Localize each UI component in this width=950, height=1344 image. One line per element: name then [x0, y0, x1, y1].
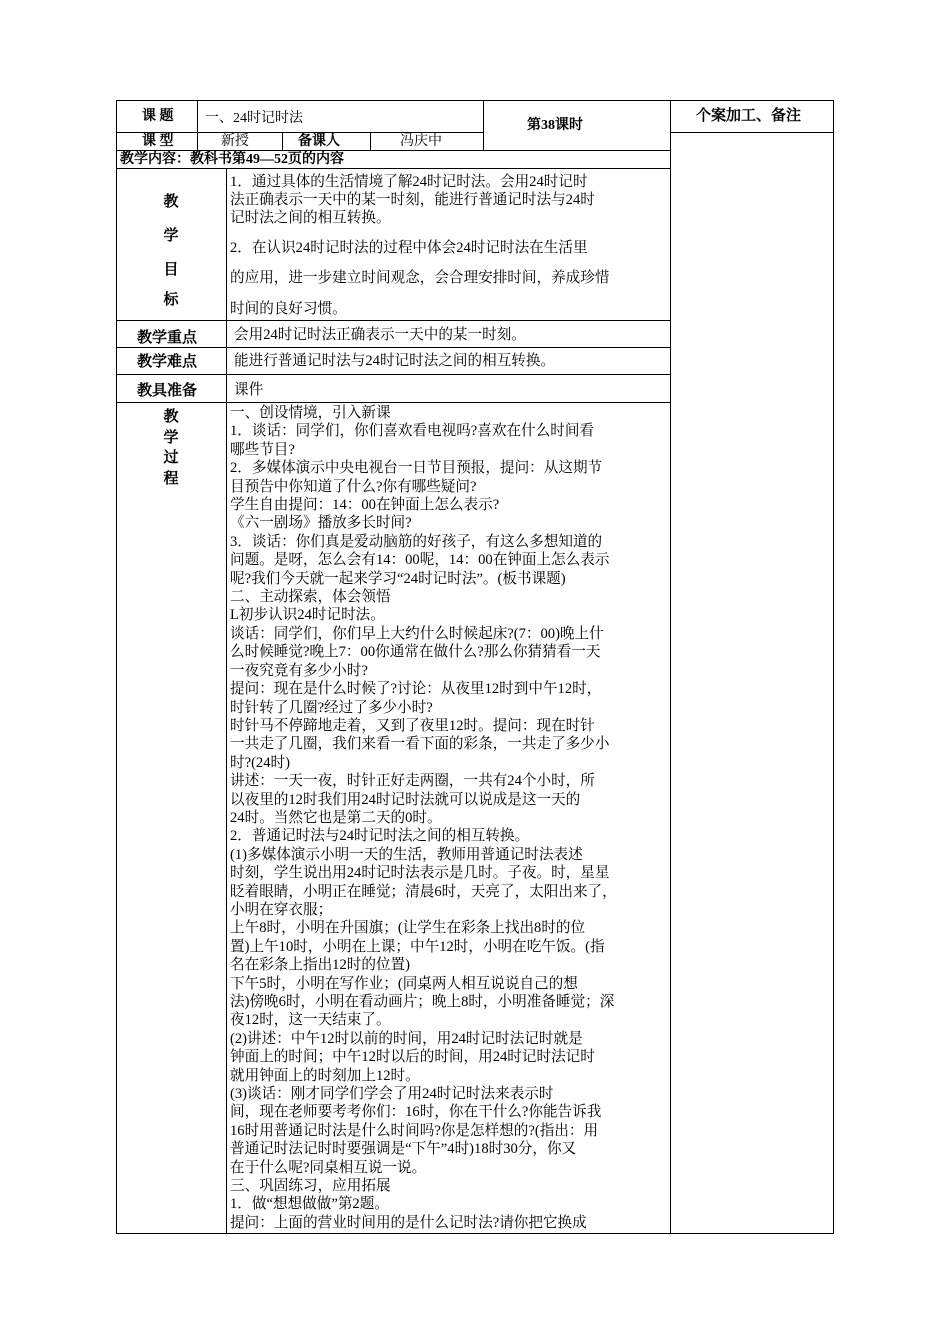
- process-line: 《六一剧场》播放多长时间?: [230, 515, 412, 532]
- process-line: 时针马不停蹄地走着，又到了夜里12时。提问：现在时针: [230, 717, 595, 734]
- preparer-value: 冯庆中: [400, 134, 442, 149]
- process-line: 一、创设情境，引入新课: [230, 405, 391, 421]
- process-line: 1．做“想想做做”第2题。: [230, 1196, 389, 1213]
- teaching-content: 教学内容：教科书第49—52页的内容: [120, 152, 344, 167]
- process-line: 三、巩固练习，应用拓展: [230, 1178, 391, 1195]
- process-line: 提问：现在是什么时候了?讨论：从夜里12时到中午12时，: [230, 681, 602, 698]
- process-line: 上午8时，小明在升国旗；(让学生在彩条上找出8时的位: [230, 920, 586, 937]
- lesson-number: 第38课时: [527, 118, 583, 133]
- process-text: [230, 404, 670, 1232]
- process-line: 2．多媒体演示中央电视台一日节目预报，提问：从这期节: [230, 460, 603, 477]
- process-line: 钟面上的时间；中午12时以后的时间，用24时记时法记时: [230, 1049, 595, 1066]
- tools-value: 课件: [234, 382, 264, 398]
- process-line: 置)上午10时，小明在上课；中午12时，小明在吃午饭。(指: [230, 938, 605, 955]
- process-line: 提问：上面的营业时间用的是什么记时法?请你把它换成: [230, 1214, 587, 1231]
- difficulty-value: 能进行普通记时法与24时记时法之间的相互转换。: [234, 353, 556, 369]
- process-line: 谈话：同学们，你们早上大约什么时候起床?(7：00)晚上什: [230, 625, 604, 642]
- process-line: 夜12时，这一天结束了。: [230, 1012, 391, 1029]
- process-line: 就用钟面上的时刻加上12时。: [230, 1067, 420, 1084]
- type-value: 新授: [221, 134, 249, 149]
- topic-label: 课 题: [142, 109, 174, 124]
- notes-column-header: 个案加工、备注: [696, 108, 802, 124]
- process-line: 小明在穿衣服；: [230, 901, 333, 918]
- process-line: 下午5时，小明在写作业；(同桌两人相互说说自己的想: [230, 975, 578, 992]
- process-line: 2．普通记时法与24时记时法之间的相互转换。: [230, 828, 530, 845]
- process-line: 哪些节目?: [230, 441, 295, 458]
- process-line: 么时候睡觉?晚上7：00你通常在做什么?那么你猜猜看一天: [230, 644, 601, 661]
- difficulty-label: 教学难点: [137, 354, 198, 370]
- process-line: (1)多媒体演示小明一天的生活，教师用普通记时法表述: [230, 846, 583, 863]
- tools-label: 教具准备: [137, 383, 198, 399]
- process-line: 时?(24时): [230, 754, 290, 771]
- process-line: 目预告中你知道了什么?你有哪些疑问?: [230, 478, 477, 495]
- process-line: 一夜究竟有多少小时?: [230, 662, 368, 679]
- type-label: 课 型: [142, 134, 174, 149]
- process-line: 时针转了几圈?经过了多少小时?: [230, 699, 433, 716]
- process-line: 16时用普通记时法是什么时间吗?你是怎样想的?(指出：用: [230, 1122, 599, 1139]
- process-line: 24时。当然它也是第二天的0时。: [230, 809, 442, 826]
- process-line: 1．谈话：同学们，你们喜欢看电视吗?喜欢在什么时间看: [230, 423, 595, 440]
- table-border-right: [833, 100, 834, 1234]
- process-line: 时刻，学生说出用24时记时法表示是几时。子夜。时，星星: [230, 865, 610, 882]
- process-line: 普通记时法记时时要强调是“下午”4时)18时30分，你又: [230, 1141, 577, 1158]
- process-line: 一共走了几圈，我们来看一看下面的彩条，一共走了多少小: [230, 736, 610, 753]
- process-line: 以夜里的12时我们用24时记时法就可以说成是这一天的: [230, 791, 581, 808]
- preparer-label: 备课人: [298, 134, 340, 149]
- process-line: 法)傍晚6时，小明在看动画片；晚上8时，小明准备睡觉；深: [230, 994, 615, 1010]
- process-line: 问题。是呀，怎么会有14：00呢，14：00在钟面上怎么表示: [230, 552, 610, 569]
- table-border-left: [116, 100, 117, 1234]
- process-line: 讲述：一天一夜，时针正好走两圈，一共有24个小时，所: [230, 773, 595, 790]
- key-point-label: 教学重点: [137, 330, 198, 346]
- table-border-bottom: [116, 1233, 834, 1234]
- process-line: 3．谈话：你们真是爱动脑筋的好孩子，有这么多想知道的: [230, 533, 603, 550]
- topic-value: 一、24时记时法: [205, 111, 303, 126]
- key-point-value: 会用24时记时法正确表示一天中的某一时刻。: [234, 327, 526, 343]
- process-line: 间，现在老师要考考你们：16时，你在干什么?你能告诉我: [230, 1104, 602, 1121]
- table-border-top: [116, 100, 834, 101]
- process-line: (2)讲述：中午12时以前的时间，用24时记时法记时就是: [230, 1030, 583, 1047]
- process-line: 学生自由提问：14：00在钟面上怎么表示?: [230, 497, 500, 514]
- process-line: 名在彩条上指出12时的位置): [230, 957, 410, 974]
- process-line: 呢?我们今天就一起来学习“24时记时法”。(板书课题): [230, 570, 566, 587]
- process-line: L初步认识24时记时法。: [230, 607, 385, 624]
- process-line: 二、主动探索，体会领悟: [230, 589, 391, 606]
- process-line: (3)谈话：刚才同学们学会了用24时记时法来表示时: [230, 1086, 554, 1103]
- process-line: 眨着眼睛，小明正在睡觉；清晨6时，天亮了，太阳出来了，: [230, 883, 617, 900]
- process-line: 在于什么呢?同桌相互说一说。: [230, 1159, 427, 1176]
